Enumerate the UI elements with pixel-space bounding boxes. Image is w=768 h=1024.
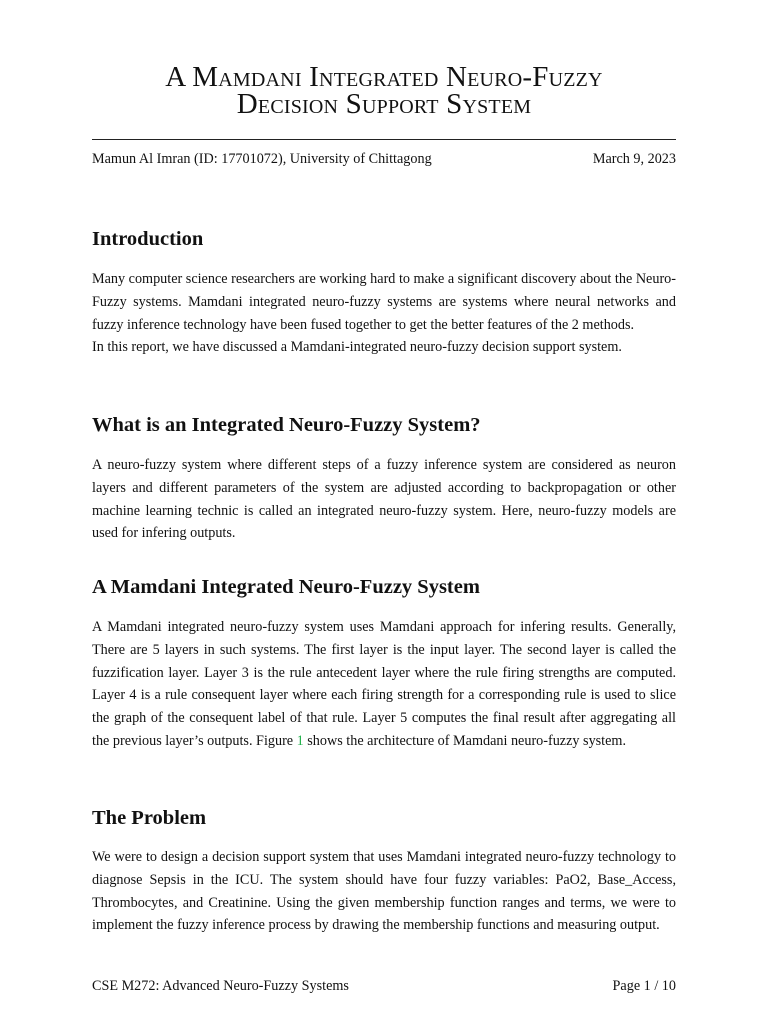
page-footer bbox=[92, 977, 676, 995]
heading-mamdani: A Mamdani Integrated Neuro-Fuzzy System bbox=[92, 576, 480, 598]
footer-page-number: Page 1 / 10 bbox=[612, 978, 676, 994]
introduction-paragraph-1: Many computer science researchers are working hard to make a significant discovery about the Neuro-Fuzzy systems. Mamdani integrated neuro-fuzzy systems are systems where neural networks and fuzzy inference technology have been fused together to get the better features of the 2 methods. bbox=[92, 271, 676, 333]
heading-what-is: What is an Integrated Neuro-Fuzzy System? bbox=[92, 414, 481, 436]
what-is-body bbox=[92, 454, 676, 545]
what-is-paragraph-1: A neuro-fuzzy system where different steps of a fuzzy inference system are considered as neuron layers and different parameters of the system are adjusted according to backpropagation or other machine learning technic is called an integrated neuro-fuzzy system. Here, neuro-fuzzy models are used for infering outputs. bbox=[92, 457, 676, 542]
byline bbox=[92, 150, 676, 168]
introduction-paragraph-2: In this report, we have discussed a Mamdani-integrated neuro-fuzzy decision support system. bbox=[92, 339, 622, 356]
mamdani-text-before: A Mamdani integrated neuro-fuzzy system uses Mamdani approach for infering results. Generally, There are 5 layers in such systems. The first layer is the input layer. The second layer is called the fuzzification layer. Layer 3 is the rule antecedent layer where the rule firing strengths are computed. Layer 4 is a rule consequent layer where each firing strength for a corresponding rule is used to slice the graph of the consequent label of that rule. Layer 5 computes the final result after aggregating all the previous layer’s outputs. Figure bbox=[92, 619, 676, 749]
heading-introduction: Introduction bbox=[92, 228, 204, 250]
mamdani-paragraph-1 bbox=[92, 616, 676, 753]
title-line-2: Decision Support System bbox=[236, 88, 532, 120]
document-title bbox=[92, 61, 676, 120]
mamdani-body bbox=[92, 616, 676, 753]
title-divider bbox=[92, 139, 676, 140]
footer-course: CSE M272: Advanced Neuro-Fuzzy Systems bbox=[92, 978, 349, 994]
problem-paragraph-1: We were to design a decision support system that uses Mamdani integrated neuro-fuzzy technology to diagnose Sepsis in the ICU. The system should have four fuzzy variables: PaO2, Base_Access, Thrombocytes, and Creatinine. Using the given membership function ranges and terms, we were to implement the fuzzy inference process by drawing the membership functions and measuring output. bbox=[92, 849, 676, 934]
problem-body bbox=[92, 846, 676, 937]
title-line-1: A Mamdani Integrated Neuro-Fuzzy bbox=[165, 61, 603, 93]
heading-problem: The Problem bbox=[92, 807, 207, 829]
introduction-body bbox=[92, 268, 676, 359]
figure-reference-link[interactable]: 1 bbox=[296, 732, 304, 749]
mamdani-text-after: shows the architecture of Mamdani neuro-fuzzy system. bbox=[303, 732, 627, 749]
date: March 9, 2023 bbox=[592, 151, 676, 167]
author: Mamun Al Imran (ID: 17701072), University of Chittagong bbox=[92, 151, 432, 167]
